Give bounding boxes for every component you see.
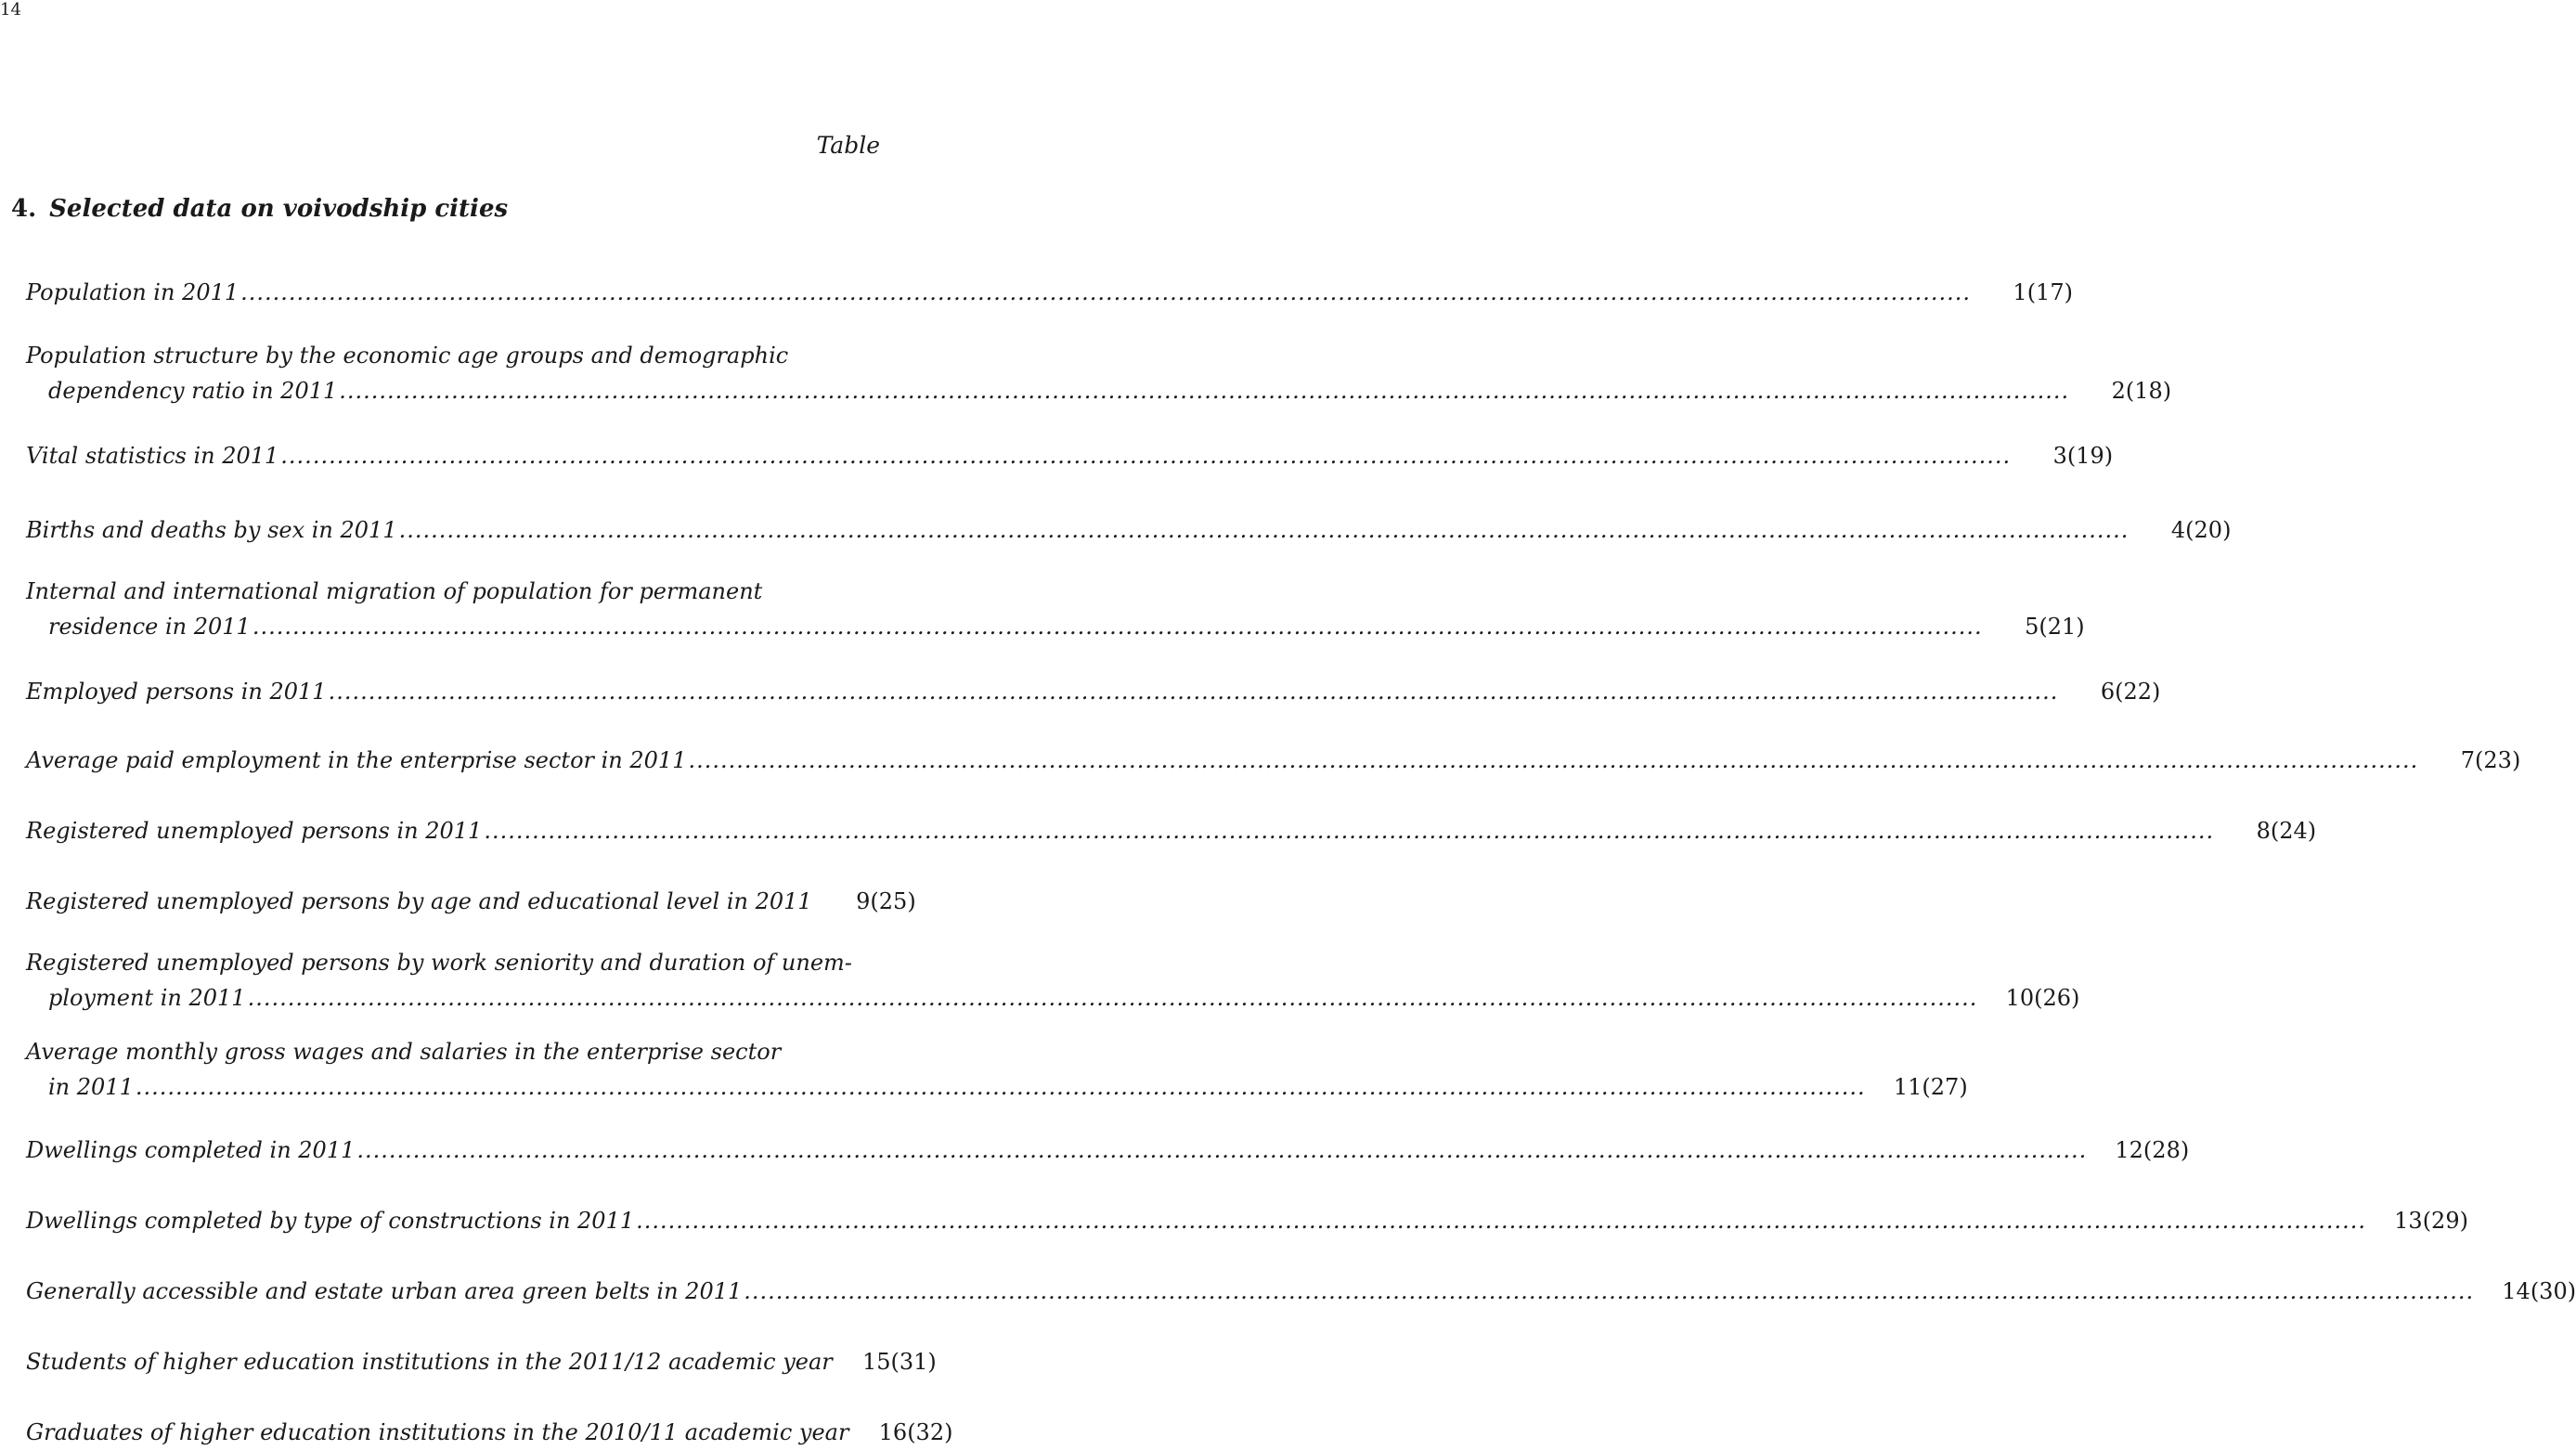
toc-entry-title: Registered unemployed persons in 2011 (26, 818, 483, 844)
dot-leader (356, 1133, 2087, 1168)
toc-entry-page: 14(30) (2502, 1278, 2576, 1304)
toc-entry-title: Employed persons in 2011 (26, 679, 327, 705)
toc-entry-page: 16(32) (878, 1419, 953, 1445)
toc-entry-title: dependency ratio in 2011 (48, 378, 338, 404)
toc-entry-title: Registered unemployed persons by age and educational level in 2011 (26, 888, 812, 914)
toc-entry-page: 12(28) (2115, 1137, 2190, 1163)
toc-entry[interactable] (26, 1415, 953, 1450)
dot-leader (329, 674, 2059, 709)
section-number: 4. (11, 195, 37, 223)
dot-leader (252, 609, 1983, 644)
toc-entry-title: in 2011 (48, 1074, 134, 1100)
section-title (11, 195, 508, 223)
dot-leader (339, 373, 2069, 408)
toc-entry-page: 11(27) (1893, 1074, 1968, 1100)
toc-entry-page: 7(23) (2460, 747, 2521, 773)
toc-entry[interactable] (26, 438, 2114, 473)
toc-entry[interactable] (26, 884, 916, 919)
toc-entry-title: Population in 2011 (26, 279, 239, 305)
toc-entry-title-line: Internal and international migration of population for permanent (26, 578, 763, 604)
toc-entry-title-line: Average monthly gross wages and salaries in the enterprise sector (26, 1039, 782, 1065)
table-label: Table (816, 132, 880, 159)
dot-leader (248, 980, 1978, 1016)
toc-entry-page: 8(24) (2256, 818, 2317, 844)
toc-entry[interactable] (26, 674, 2161, 709)
toc-entry[interactable] (26, 1133, 2190, 1168)
dot-leader (136, 1069, 1866, 1105)
dot-leader (240, 275, 1971, 310)
toc-entry[interactable] (26, 813, 2317, 848)
toc-entry-page: 9(25) (856, 888, 916, 914)
toc-entry-title: Students of higher education institutions in the 2011/12 academic year (26, 1349, 833, 1375)
toc-entry[interactable] (26, 512, 2232, 548)
page-number: 14 (0, 0, 21, 19)
toc-entry-page: 4(20) (2170, 517, 2232, 543)
toc-entry-title: residence in 2011 (48, 614, 251, 640)
toc-entry[interactable] (26, 1274, 2576, 1309)
toc-entry-title: Vital statistics in 2011 (26, 443, 279, 469)
toc-entry[interactable] (26, 945, 2080, 1016)
toc-entry[interactable] (26, 1203, 2468, 1238)
toc-entry-page: 6(22) (2100, 679, 2161, 705)
toc-entry-title-line: Registered unemployed persons by work seniority and duration of unem- (26, 950, 852, 976)
toc-entry-page: 15(31) (861, 1349, 937, 1375)
toc-entry[interactable] (26, 743, 2521, 778)
toc-entry-title: Average paid employment in the enterprise sector in 2011 (26, 747, 687, 773)
dot-leader (399, 512, 2129, 548)
toc-entry-title: ployment in 2011 (48, 985, 246, 1011)
toc-entry-page: 1(17) (2013, 279, 2073, 305)
dot-leader (744, 1274, 2474, 1309)
toc-entry-title: Births and deaths by sex in 2011 (26, 517, 397, 543)
dot-leader (280, 438, 2011, 473)
toc-entry-page: 10(26) (2005, 985, 2080, 1011)
section-title-text: Selected data on voivodship cities (49, 195, 509, 223)
toc-entry[interactable] (26, 275, 2073, 310)
toc-entry-title-line: Population structure by the economic age groups and demographic (26, 343, 789, 369)
toc-entry-page: 3(19) (2052, 443, 2114, 469)
toc-entry-title: Generally accessible and estate urban area green belts in 2011 (26, 1278, 743, 1304)
toc-entry-title: Dwellings completed in 2011 (26, 1137, 356, 1163)
toc-entry-page: 5(21) (2025, 614, 2085, 640)
toc-entry[interactable] (26, 338, 2172, 408)
toc-entry-page: 2(18) (2111, 378, 2172, 404)
toc-entry-page: 13(29) (2394, 1208, 2468, 1234)
toc-entry-title: Graduates of higher education institutions in the 2010/11 academic year (26, 1419, 849, 1445)
dot-leader (484, 813, 2214, 848)
dot-leader (688, 743, 2418, 778)
dot-leader (636, 1203, 2366, 1238)
toc-entry-title: Dwellings completed by type of constructions in 2011 (26, 1208, 635, 1234)
toc-entry[interactable] (26, 574, 2085, 644)
toc-entry[interactable] (26, 1344, 937, 1379)
toc-entry[interactable] (26, 1034, 1968, 1105)
